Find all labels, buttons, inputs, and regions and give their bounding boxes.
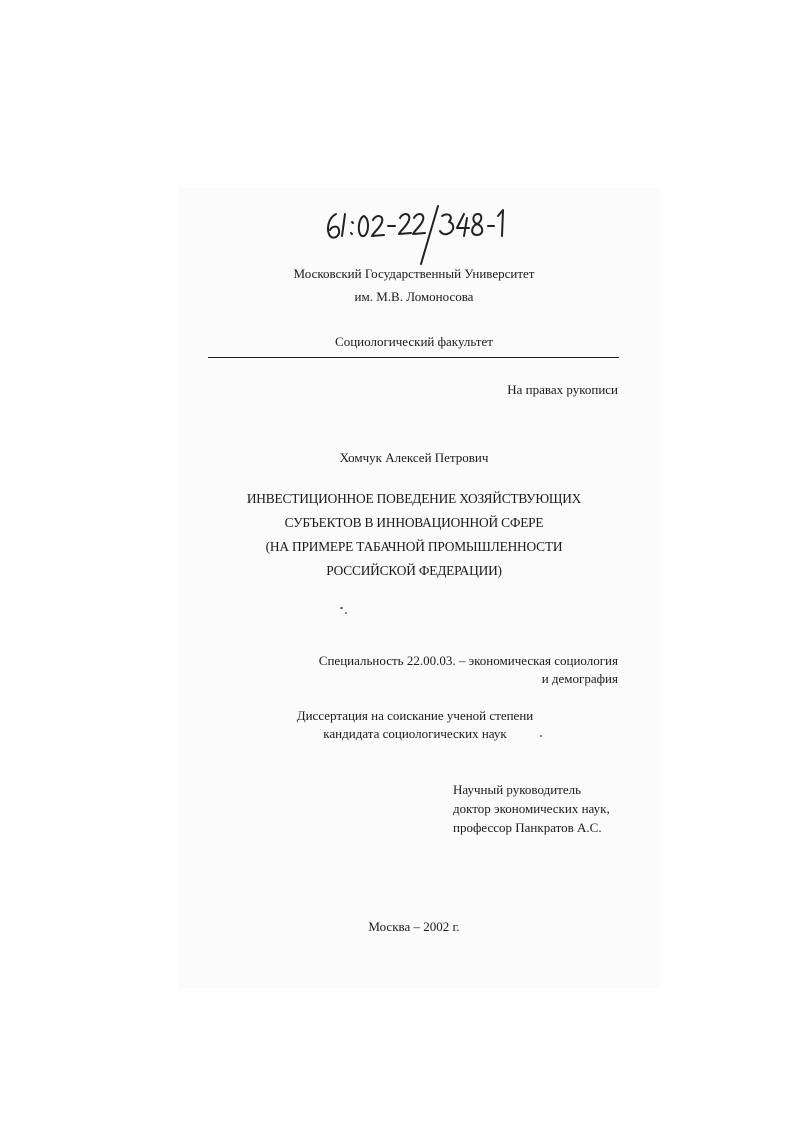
university-block bbox=[208, 265, 620, 305]
scan-speck bbox=[340, 607, 343, 609]
header-divider bbox=[208, 357, 619, 358]
faculty-name: Социологический факультет bbox=[335, 334, 493, 349]
specialty-line-1: Специальность 22.00.03. – экономическая социология bbox=[318, 653, 618, 668]
dissertation-line-1: Диссертация на соискание ученой степени bbox=[296, 708, 534, 723]
faculty-block bbox=[208, 333, 620, 350]
author-name: Хомчук Алексей Петрович bbox=[339, 450, 489, 465]
dissertation-line-2: кандидата социологических наук bbox=[323, 726, 507, 741]
specialty-line-2: и демография bbox=[541, 671, 618, 686]
manuscript-note: На правах рукописи bbox=[507, 382, 618, 397]
supervisor-line-3: профессор Панкратов А.С. bbox=[453, 820, 602, 835]
university-named-after: им. М.В. Ломоносова bbox=[354, 289, 474, 304]
manuscript-note-block bbox=[208, 381, 618, 398]
title-line-4: РОССИЙСКОЙ ФЕДЕРАЦИИ) bbox=[326, 563, 502, 578]
supervisor-line-1: Научный руководитель bbox=[453, 782, 582, 797]
title-block bbox=[208, 487, 620, 583]
place-year: Москва – 2002 г. bbox=[368, 919, 460, 934]
scan-speck bbox=[345, 612, 347, 614]
supervisor-line-2: доктор экономических наук, bbox=[453, 801, 610, 816]
title-line-3: (НА ПРИМЕРЕ ТАБАЧНОЙ ПРОМЫШЛЕННОСТИ bbox=[265, 539, 563, 554]
supervisor-block bbox=[453, 780, 623, 837]
university-name: Московский Государственный Университет bbox=[293, 266, 535, 281]
specialty-block bbox=[208, 652, 618, 687]
author-block bbox=[208, 449, 620, 466]
title-line-2: СУБЪЕКТОВ В ИННОВАЦИОННОЙ СФЕРЕ bbox=[284, 515, 544, 530]
scan-area bbox=[178, 188, 660, 988]
title-line-1: ИНВЕСТИЦИОННОЕ ПОВЕДЕНИЕ ХОЗЯЙСТВУЮЩИХ bbox=[246, 491, 582, 506]
place-year-block bbox=[208, 918, 620, 935]
dissertation-block bbox=[285, 707, 545, 742]
handwritten-shelfmark bbox=[318, 200, 518, 270]
